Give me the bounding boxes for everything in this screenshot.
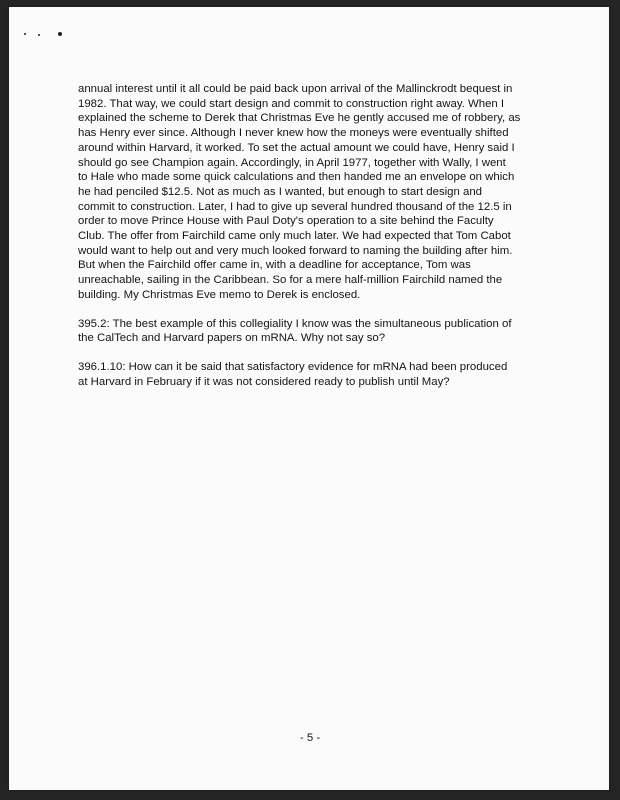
scan-specks <box>22 26 72 38</box>
paragraph-comment-396-1-10: 396.1.10: How can it be said that satisfactory evidence for mRNA had been produced at Harvard in February if it was not considered ready to publish until May? <box>78 360 508 388</box>
speck-dot <box>58 32 62 36</box>
page-number: - 5 - <box>299 732 321 744</box>
paragraph-comment-395-2: 395.2: The best example of this collegiality I know was the simultaneous publication of the CalTech and Harvard papers on mRNA. Why not say so? <box>78 317 512 345</box>
speck-dot <box>24 33 26 35</box>
document-body <box>78 82 552 403</box>
speck-dot <box>38 34 40 36</box>
paragraph-memo-continuation: annual interest until it all could be paid back upon arrival of the Mallinckrodt bequest in 1982. That way, we could start design and commit to construction right away. When I explained the scheme to Derek that Christmas Eve he gently accused me of robbery, as has Henry ever since. Although I never knew how the moneys were eventually shifted around within Harvard, it worked. To set the actual amount we could have, Henry said I should go see Champion again. Accordingly, in April 1977, together with Wally, I went to Hale who made some quick calculations and then handed me an envelope on which he had penciled $12.5. Not as much as I wanted, but enough to start design and commit to construction. Later, I had to give up several hundred thousand of the 12.5 in order to move Prince House with Paul Doty's operation to a site behind the Faculty Club. The offer from Fairchild came only much later. We had expected that Tom Cabot would want to help out and very much looked forward to naming the building after him. But when the Fairchild offer came in, with a deadline for acceptance, Tom was unreachable, sailing in the Caribbean. So for a mere half-million Fairchild named the building. My Christmas Eve memo to Derek is enclosed. <box>78 83 521 301</box>
